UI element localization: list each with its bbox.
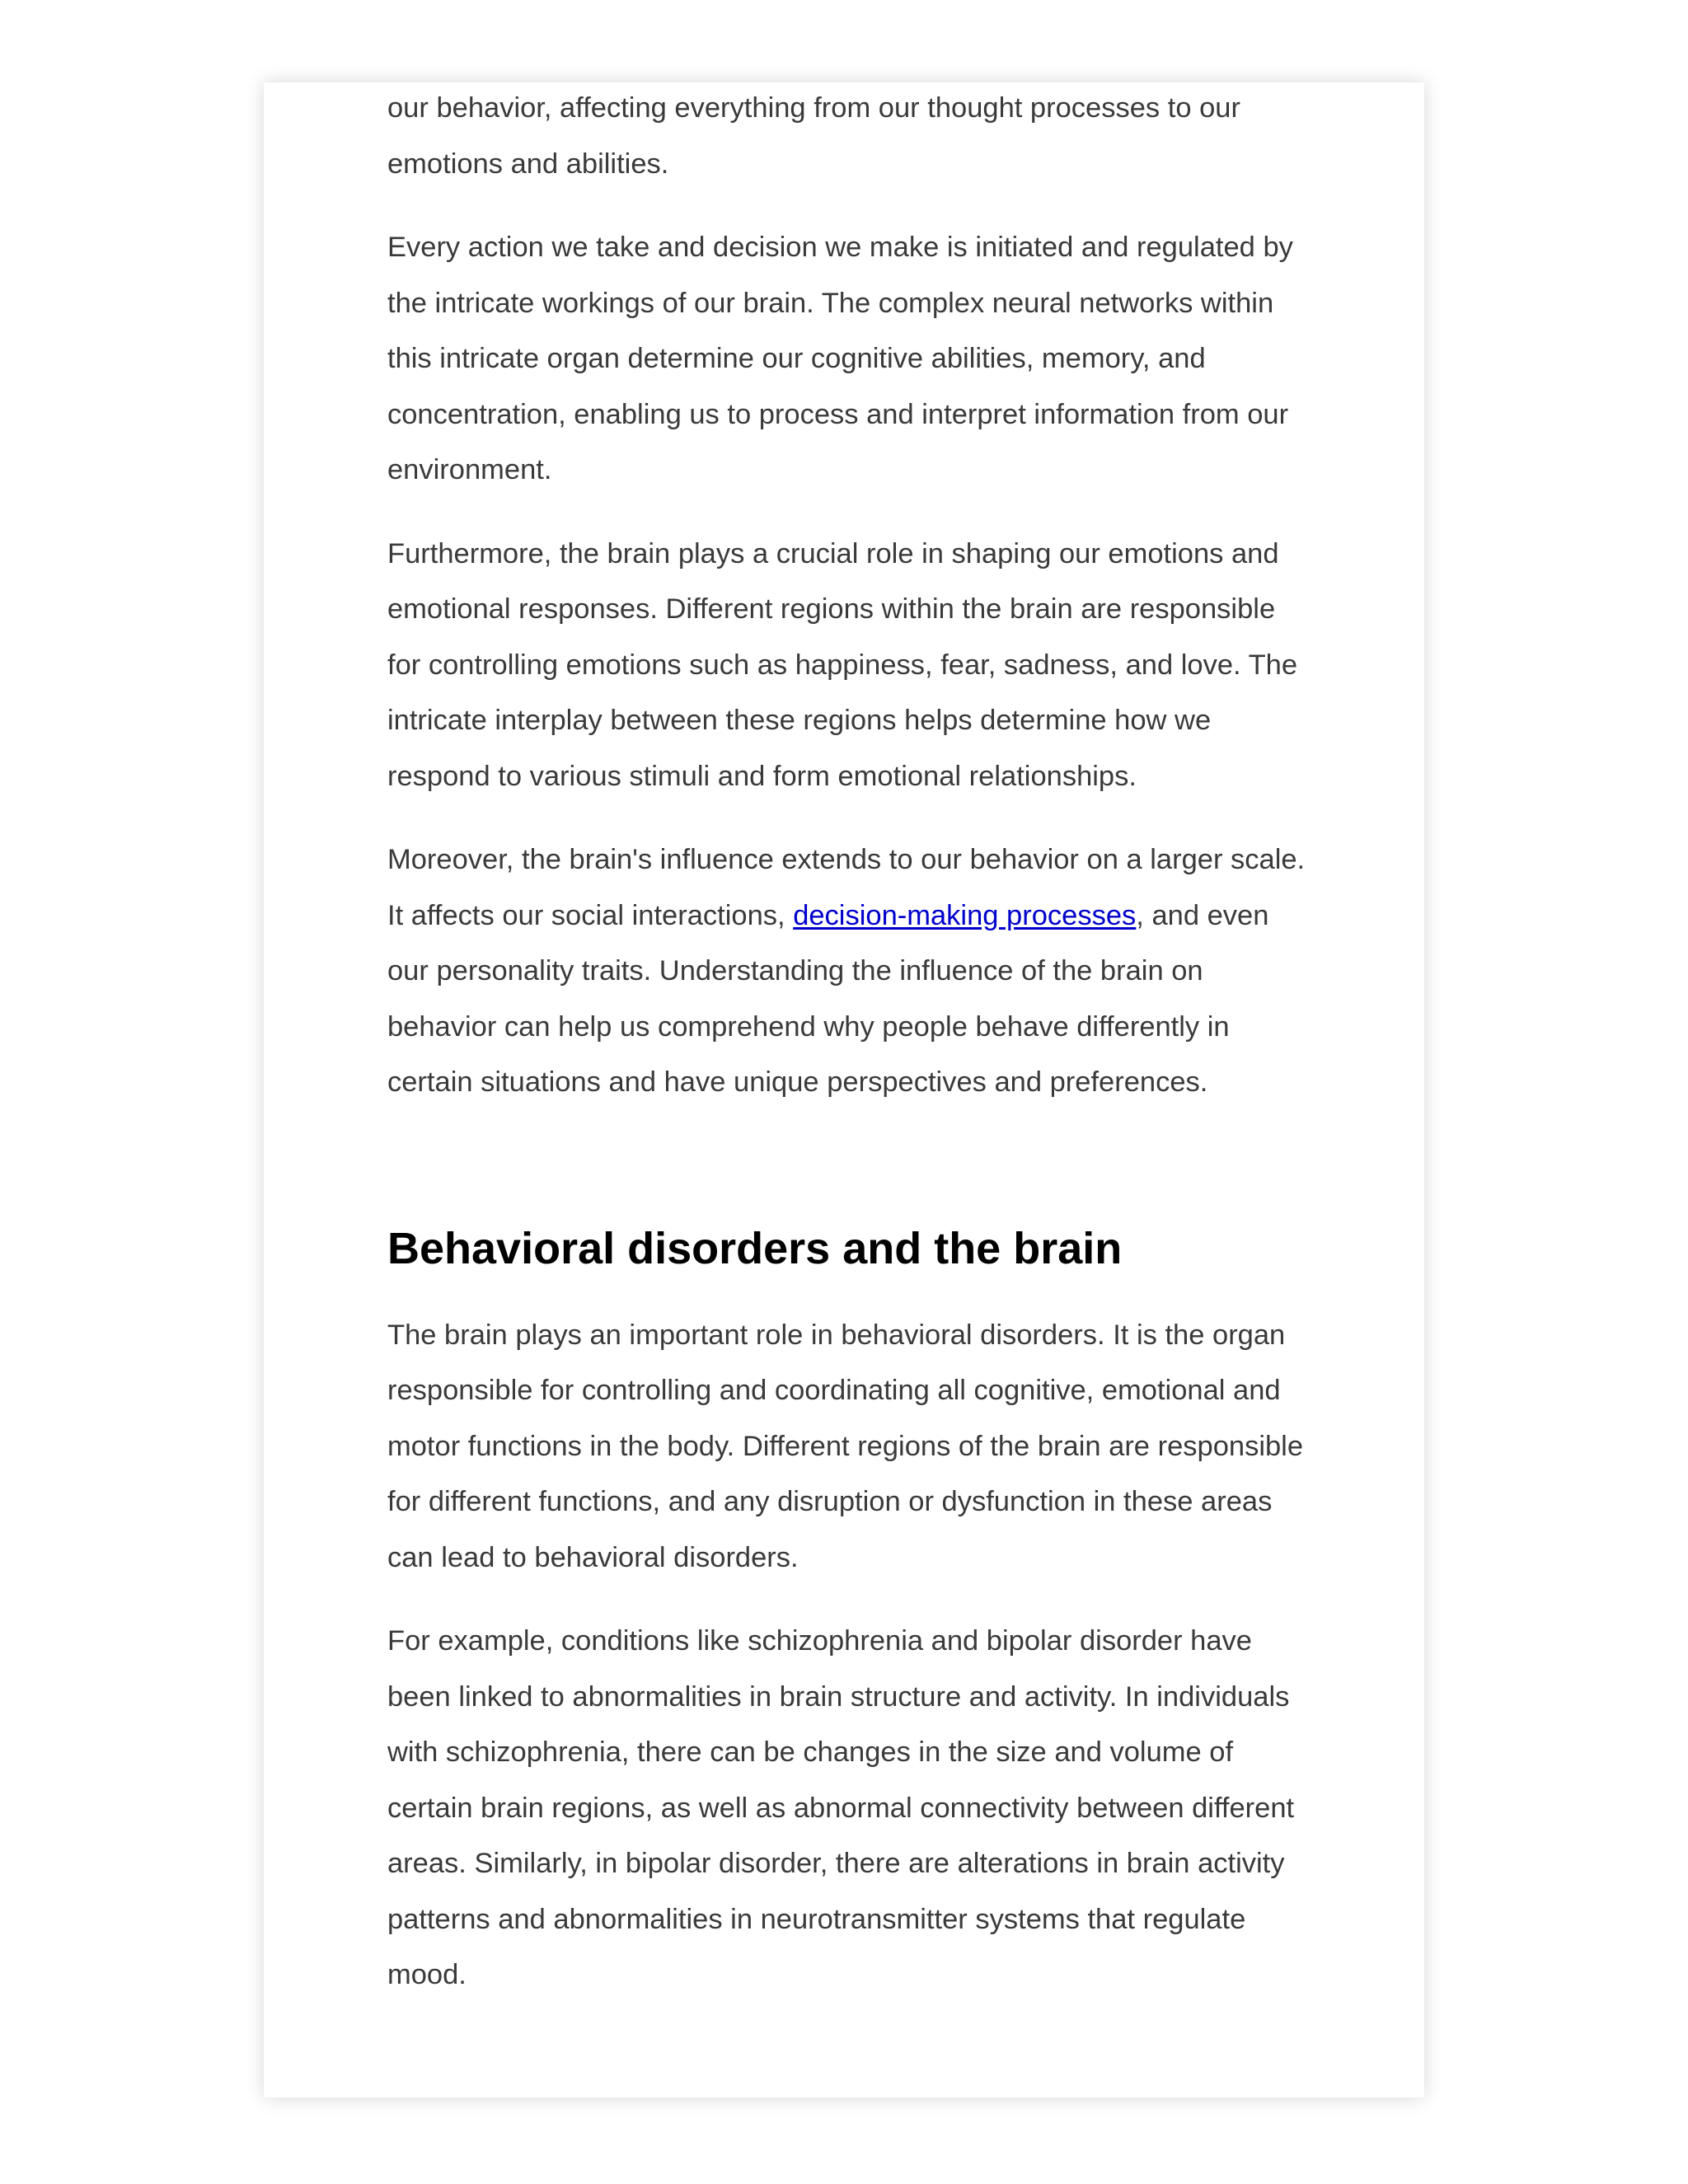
paragraph-larger-scale-after: , and even our personality traits. Understanding the influence of the brain on behavior can help us comprehend why people behave differently in certain situations and have unique perspectives and preferences. bbox=[387, 899, 1269, 1098]
article-body bbox=[387, 81, 1311, 2032]
paragraph-disorders-examples: For example, conditions like schizophrenia and bipolar disorder have been linked to abnormalities in brain structure and activity. In individuals with schizophrenia, there can be changes in the size and volume of certain brain regions, as well as abnormal connectivity between different areas. Similarly, in bipolar disorder, there are alterations in brain activity patterns and abnormalities in neurotransmitter systems that regulate mood. bbox=[387, 1625, 1295, 1990]
paragraph-intro-continuation: our behavior, affecting everything from our thought processes to our emotions and abilities. bbox=[387, 92, 1240, 180]
section-heading: Behavioral disorders and the brain bbox=[387, 1223, 1123, 1273]
paragraph-disorders-role: The brain plays an important role in behavioral disorders. It is the organ responsible for controlling and coordinating all cognitive, emotional and motor functions in the body. Different regions of the brain are responsible for different functions, and any disruption or dysfunction in these areas can lead to behavioral disorders. bbox=[387, 1319, 1304, 1573]
paragraph-larger-scale bbox=[387, 832, 1311, 1111]
paragraph-actions-decisions: Every action we take and decision we make is initiated and regulated by the intricate workings of our brain. The complex neural networks within this intricate organ determine our cognitive abilities, memory, and concentration, enabling us to process and interpret information from our environment. bbox=[387, 232, 1293, 485]
paragraph-larger-scale-before: Moreover, the brain's influence extends to our behavior on a larger scale. It affects our social interactions, bbox=[387, 844, 1306, 931]
paragraph-emotions: Furthermore, the brain plays a crucial role in shaping our emotions and emotional responses. Different regions within the brain are responsible for controlling emotions such as happiness, fear, sadness, and love. The intricate interplay between these regions helps determine how we respond to various stimuli and form emotional relationships. bbox=[387, 537, 1298, 792]
decision-making-link[interactable]: decision-making processes bbox=[793, 899, 1137, 931]
